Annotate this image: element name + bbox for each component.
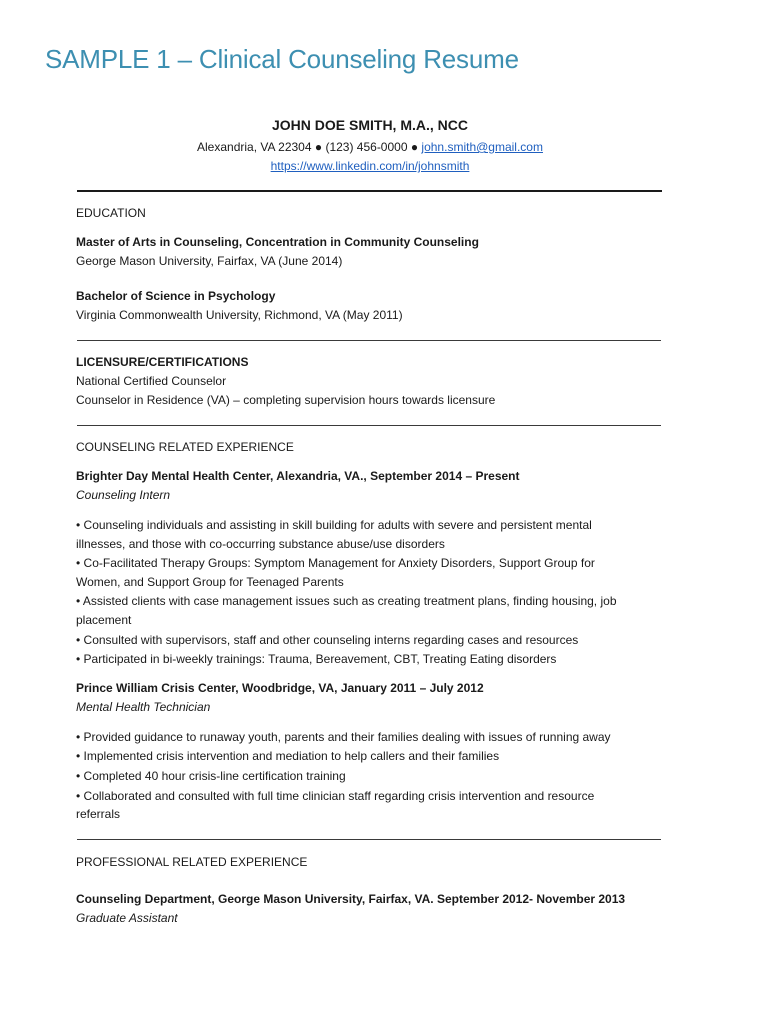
bullet-line: • Implemented crisis intervention and mediation to help callers and their families bbox=[76, 749, 500, 763]
counseling-experience-heading: COUNSELING RELATED EXPERIENCE bbox=[76, 440, 294, 454]
candidate-name: JOHN DOE SMITH, M.A., NCC bbox=[271, 117, 468, 133]
section-divider bbox=[77, 425, 661, 426]
bullet-line: Women, and Support Group for Teenaged Parents bbox=[76, 575, 344, 589]
page-title: SAMPLE 1 – Clinical Counseling Resume bbox=[45, 44, 519, 74]
bullet-line: • Completed 40 hour crisis-line certification training bbox=[76, 769, 346, 783]
education-degree-bachelors: Bachelor of Science in Psychology bbox=[76, 289, 276, 303]
contact-address-phone: Alexandria, VA 22304 ● (123) 456-0000 ● bbox=[197, 140, 422, 154]
licensure-item: National Certified Counselor bbox=[76, 374, 227, 388]
bullet-line: referrals bbox=[76, 807, 121, 821]
linkedin-line bbox=[0, 159, 740, 173]
contact-line bbox=[0, 140, 740, 154]
bullet-line: • Provided guidance to runaway youth, parents and their families dealing with issues of running away bbox=[76, 730, 611, 744]
job-title-brighter-day: Brighter Day Mental Health Center, Alexandria, VA., September 2014 – Present bbox=[76, 469, 520, 483]
bullet-line: placement bbox=[76, 613, 132, 627]
section-divider bbox=[77, 340, 661, 341]
header-divider bbox=[77, 190, 662, 192]
job-role: Mental Health Technician bbox=[76, 700, 211, 714]
job-title-prince-william: Prince William Crisis Center, Woodbridge, VA, January 2011 – July 2012 bbox=[76, 681, 484, 695]
bullet-line: • Co-Facilitated Therapy Groups: Symptom Management for Anxiety Disorders, Support Group for bbox=[76, 556, 595, 570]
linkedin-link[interactable]: https://www.linkedin.com/in/johnsmith bbox=[270, 159, 470, 173]
bullet-line: illnesses, and those with co-occurring substance abuse/use disorders bbox=[76, 537, 445, 551]
bullet-line: • Assisted clients with case management issues such as creating treatment plans, finding housing, job bbox=[76, 594, 617, 608]
education-degree-masters: Master of Arts in Counseling, Concentration in Community Counseling bbox=[76, 235, 479, 249]
licensure-heading: LICENSURE/CERTIFICATIONS bbox=[76, 355, 249, 369]
education-school-gmu: George Mason University, Fairfax, VA (June 2014) bbox=[76, 254, 343, 268]
bullet-line: • Participated in bi-weekly trainings: Trauma, Bereavement, CBT, Treating Eating disorders bbox=[76, 652, 557, 666]
education-school-vcu: Virginia Commonwealth University, Richmond, VA (May 2011) bbox=[76, 308, 403, 322]
job-title-gmu-counseling: Counseling Department, George Mason University, Fairfax, VA. September 2012- November 2013 bbox=[76, 892, 626, 906]
bullet-line: • Counseling individuals and assisting in skill building for adults with severe and persistent mental bbox=[76, 518, 592, 532]
job-role: Counseling Intern bbox=[76, 488, 171, 502]
job-role: Graduate Assistant bbox=[76, 911, 178, 925]
education-heading: EDUCATION bbox=[76, 206, 146, 220]
licensure-item: Counselor in Residence (VA) – completing supervision hours towards licensure bbox=[76, 393, 496, 407]
email-link[interactable]: john.smith@gmail.com bbox=[421, 140, 543, 154]
bullet-line: • Collaborated and consulted with full time clinician staff regarding crisis intervention and resource bbox=[76, 789, 595, 803]
professional-experience-heading: PROFESSIONAL RELATED EXPERIENCE bbox=[76, 855, 308, 869]
bullet-line: • Consulted with supervisors, staff and other counseling interns regarding cases and resources bbox=[76, 633, 579, 647]
section-divider bbox=[77, 839, 661, 840]
